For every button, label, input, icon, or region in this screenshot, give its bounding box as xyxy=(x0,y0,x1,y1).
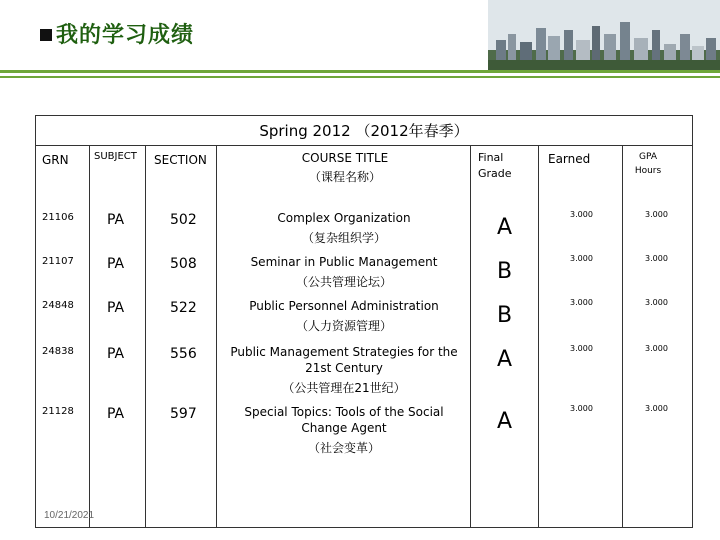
earned-cell: 3.000 xyxy=(570,404,593,413)
earned-cell: 3.000 xyxy=(570,344,593,353)
header-divider xyxy=(0,70,720,73)
grn-cell: 21128 xyxy=(42,406,74,417)
section-cell: 556 xyxy=(170,346,197,362)
course-title-line: Public Personnel Administration xyxy=(249,299,439,313)
final-grade-header-line1: Final xyxy=(478,151,504,164)
column-divider xyxy=(470,145,471,528)
city-skyline-image xyxy=(488,0,720,70)
header-divider-secondary xyxy=(0,76,720,78)
course-title-line: （社会变革） xyxy=(307,441,380,455)
course-title-line: Special Topics: Tools of the Social xyxy=(244,405,444,419)
column-divider xyxy=(89,145,90,528)
course-title-line: Seminar in Public Management xyxy=(250,255,438,269)
subject-cell: PA xyxy=(107,346,125,362)
course-title-cell xyxy=(226,254,462,290)
grade-cell: B xyxy=(497,303,513,328)
column-divider xyxy=(622,145,623,528)
column-header-grn: GRN xyxy=(42,153,69,167)
subject-cell: PA xyxy=(107,212,125,228)
grade-cell: A xyxy=(497,215,513,240)
section-cell: 597 xyxy=(170,406,197,422)
earned-cell: 3.000 xyxy=(570,210,593,219)
column-header-course-title xyxy=(260,150,430,185)
column-header-gpa-hours xyxy=(628,150,668,178)
slide-header xyxy=(40,18,194,49)
course-title-line: 21st Century xyxy=(305,361,383,375)
course-title-line: （公共管理在21世纪） xyxy=(282,381,406,395)
table-caption: Spring 2012 （2012年春季） xyxy=(259,121,469,140)
course-title-header-cn: （课程名称） xyxy=(308,170,381,184)
earned-cell: 3.000 xyxy=(570,298,593,307)
gpa-header-line2: Hours xyxy=(634,166,662,176)
column-divider xyxy=(538,145,539,528)
column-divider xyxy=(145,145,146,528)
column-header-section: SECTION xyxy=(154,153,207,167)
course-title-line: （人力资源管理） xyxy=(295,319,392,333)
course-title-header-en: COURSE TITLE xyxy=(301,151,389,165)
final-grade-header-line2: Grade xyxy=(478,167,512,180)
grn-cell: 21106 xyxy=(42,212,74,223)
subject-cell: PA xyxy=(107,406,125,422)
subject-cell: PA xyxy=(107,256,125,272)
gpa-hours-cell: 3.000 xyxy=(645,298,668,307)
gpa-hours-cell: 3.000 xyxy=(645,344,668,353)
square-bullet-icon xyxy=(40,29,52,41)
course-title-cell xyxy=(226,404,462,456)
section-cell: 508 xyxy=(170,256,197,272)
course-title-cell xyxy=(226,210,462,246)
page-title: 我的学习成绩 xyxy=(56,23,195,48)
grn-cell: 24838 xyxy=(42,346,74,357)
grn-cell: 24848 xyxy=(42,300,74,311)
footer-date: 10/21/2021 xyxy=(44,510,95,521)
gpa-hours-cell: 3.000 xyxy=(645,404,668,413)
caption-divider xyxy=(35,145,693,146)
section-cell: 502 xyxy=(170,212,197,228)
subject-cell: PA xyxy=(107,300,125,316)
course-title-cell xyxy=(226,344,462,396)
course-title-line: Complex Organization xyxy=(277,211,411,225)
course-title-line: Change Agent xyxy=(301,421,387,435)
gpa-header-line1: GPA xyxy=(639,152,657,162)
table-caption-row xyxy=(35,115,693,145)
section-cell: 522 xyxy=(170,300,197,316)
course-title-cell xyxy=(226,298,462,334)
earned-cell: 3.000 xyxy=(570,254,593,263)
gpa-hours-cell: 3.000 xyxy=(645,210,668,219)
course-title-line: （复杂组织学） xyxy=(301,231,386,245)
course-title-line: Public Management Strategies for the xyxy=(230,345,458,359)
column-header-final-grade xyxy=(478,150,512,182)
column-header-earned: Earned xyxy=(548,152,591,166)
column-divider xyxy=(216,145,217,528)
grade-cell: A xyxy=(497,409,513,434)
grade-cell: A xyxy=(497,347,513,372)
grn-cell: 21107 xyxy=(42,256,74,267)
grade-cell: B xyxy=(497,259,513,284)
column-header-subject: SUBJECT xyxy=(94,151,137,162)
course-title-line: （公共管理论坛） xyxy=(295,275,392,289)
gpa-hours-cell: 3.000 xyxy=(645,254,668,263)
